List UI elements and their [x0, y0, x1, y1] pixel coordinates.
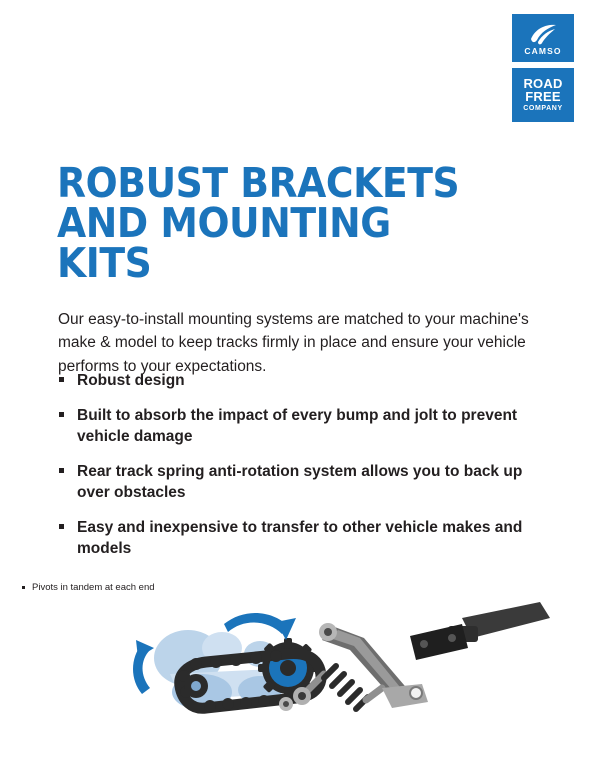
- road-free-line3: COMPANY: [523, 104, 563, 112]
- feature-bullet-list: [58, 370, 538, 573]
- page-title-line2: AND MOUNTING KITS: [57, 199, 391, 288]
- road-free-line2: FREE: [525, 88, 561, 104]
- camso-logo: [512, 14, 574, 62]
- page-title: [57, 159, 489, 288]
- road-free-line1: ROAD: [523, 75, 563, 91]
- camso-wordmark: CAMSO: [524, 45, 562, 56]
- logo-stack: [512, 14, 574, 122]
- rotation-arrow-left-icon: [133, 640, 154, 694]
- list-item: Robust design: [58, 370, 538, 392]
- camso-swoosh-icon: [528, 23, 558, 45]
- road-free-company-logo: [512, 68, 574, 122]
- mounting-bracket-hardware-photo: [279, 602, 550, 711]
- intro-paragraph: Our easy-to-install mounting systems are matched to your machine's make & model to keep tracks firmly in place and ensure your vehicle performs to your expectations.: [58, 310, 529, 375]
- page-title-line1: ROBUST BRACKETS: [57, 159, 460, 208]
- footnote: Pivots in tandem at each end: [22, 581, 452, 594]
- illustration-area: [110, 596, 580, 746]
- list-item: Easy and inexpensive to transfer to other vehicle makes and models: [58, 517, 538, 560]
- list-item: Rear track spring anti-rotation system allows you to back up over obstacles: [58, 461, 538, 504]
- list-item: Built to absorb the impact of every bump and jolt to prevent vehicle damage: [58, 405, 538, 448]
